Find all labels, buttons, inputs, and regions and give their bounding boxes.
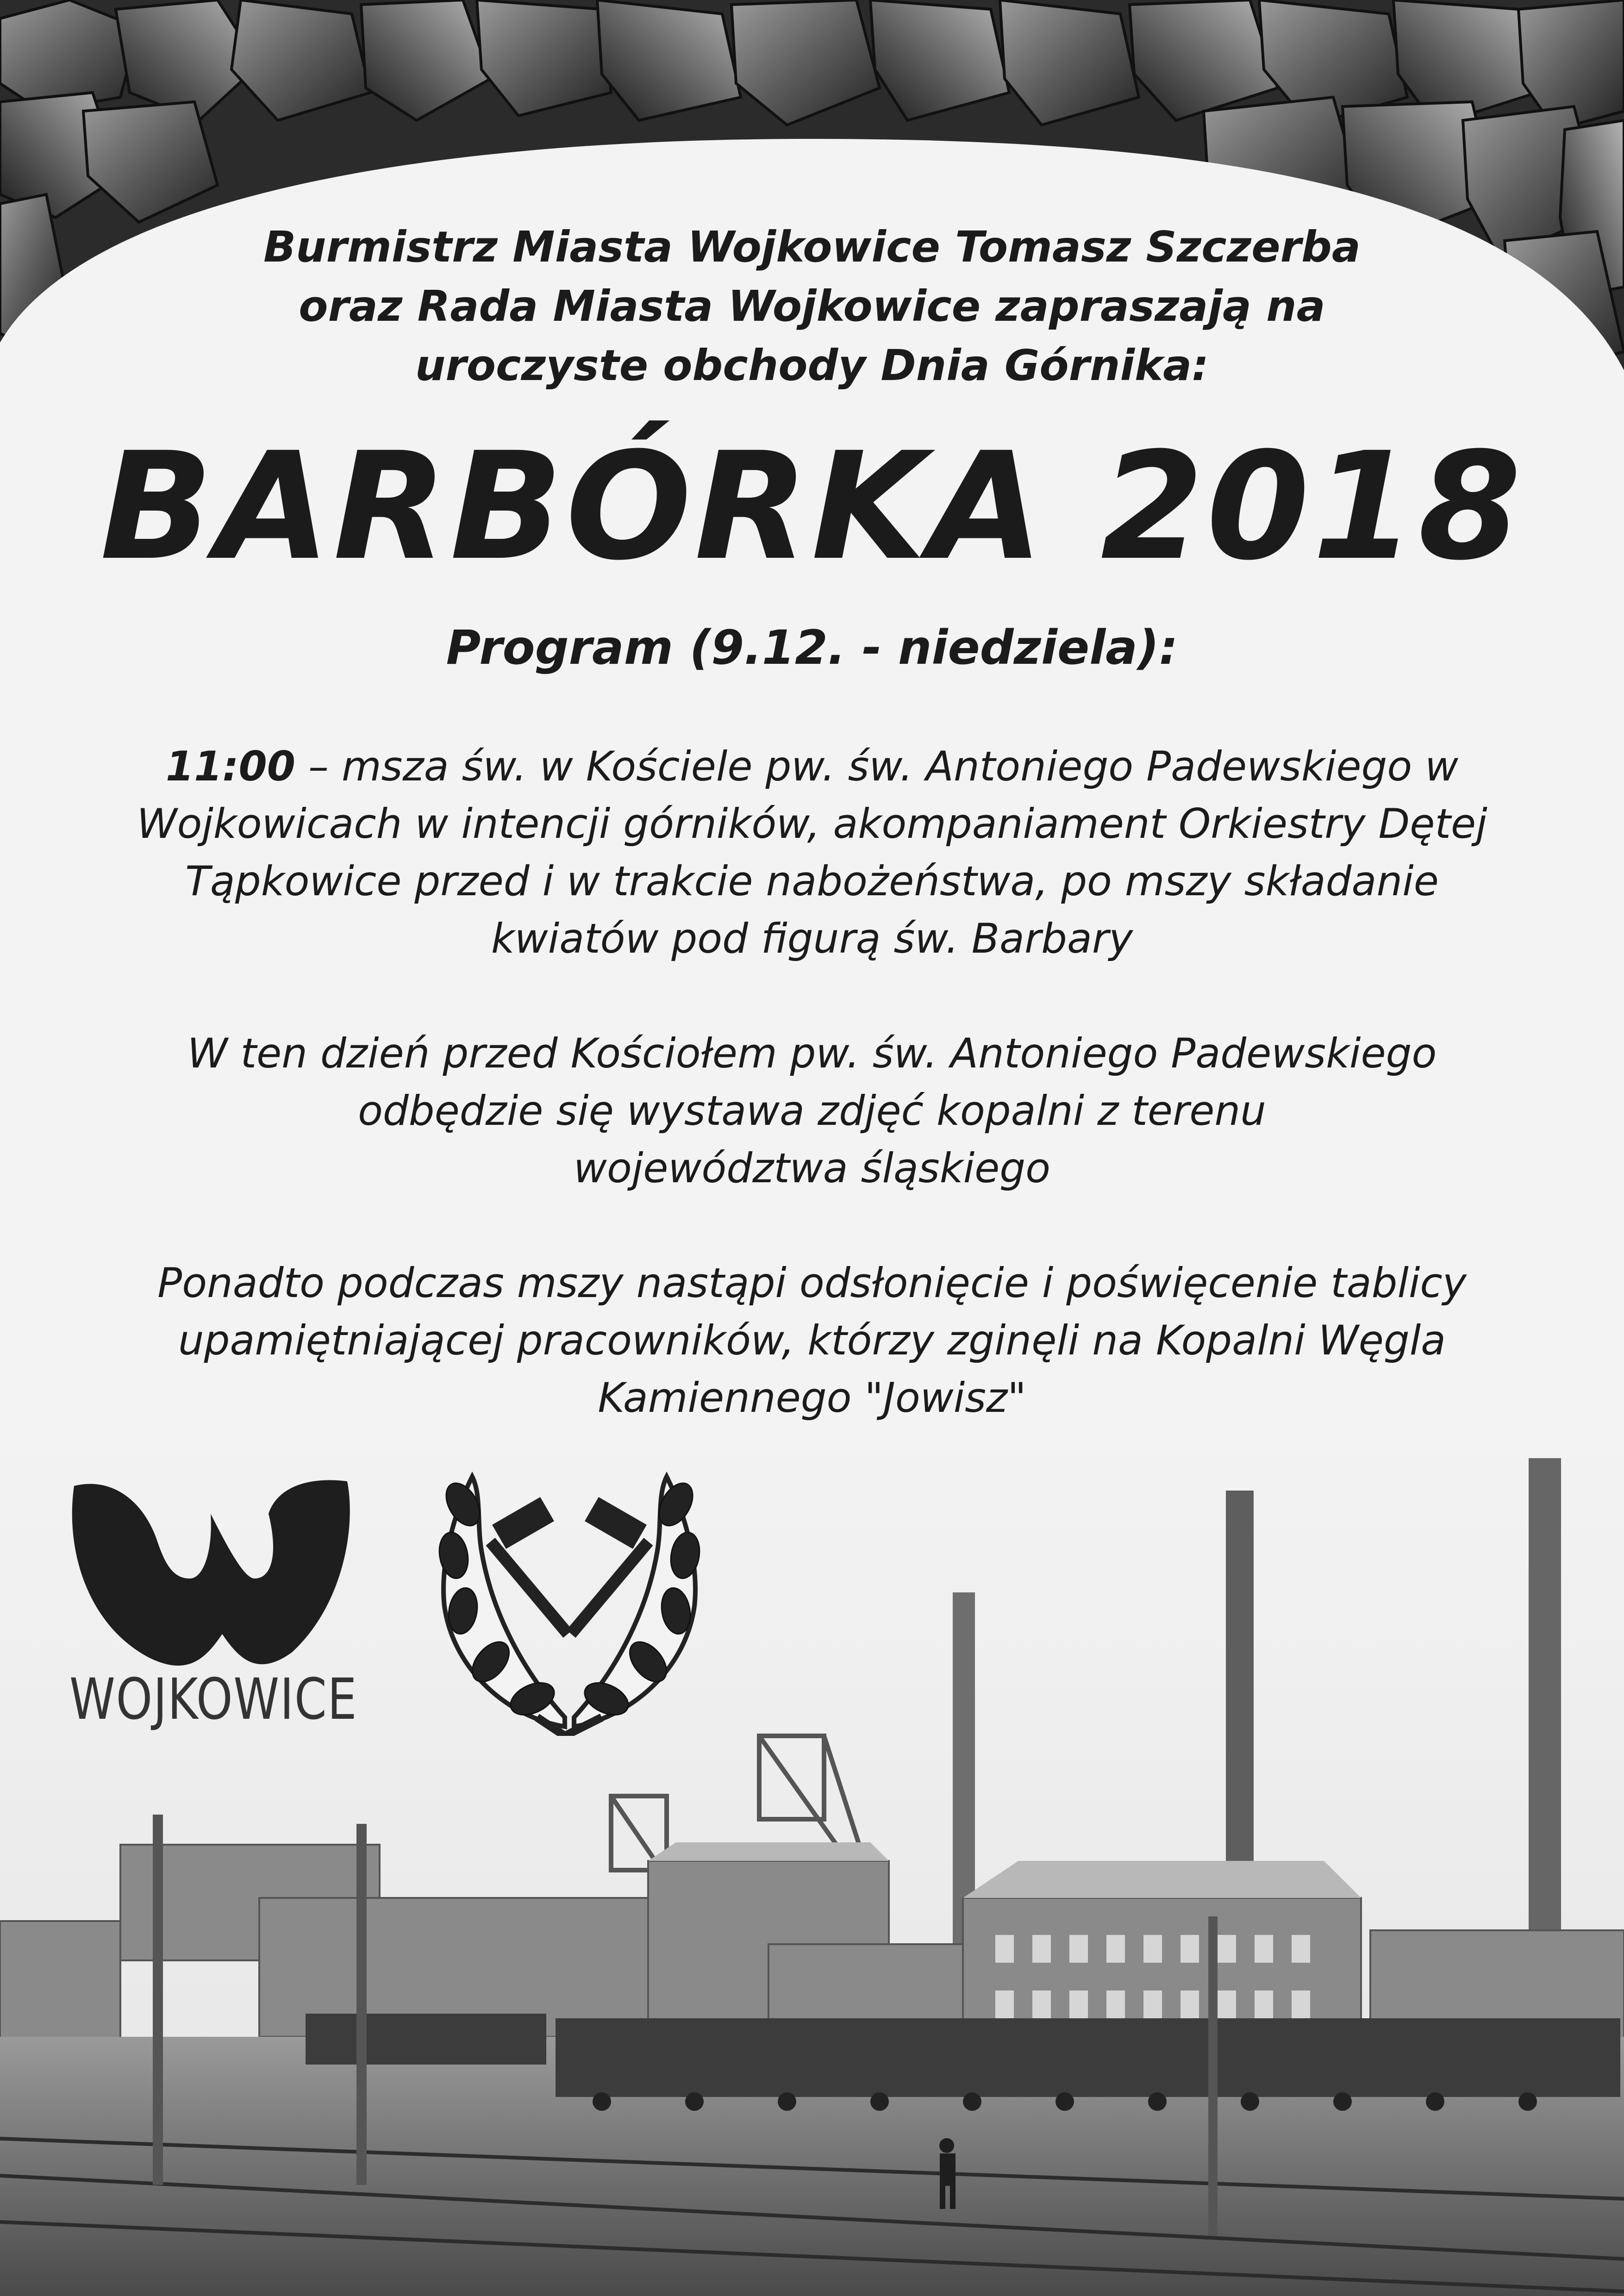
event-title: BARBÓRKA 2018 — [100, 421, 1524, 593]
mass-line-1 — [28, 738, 1596, 795]
mass-line-1-text: – msza św. w Kościele pw. św. Antoniego Padewskiego w — [295, 742, 1459, 790]
mass-line-4: kwiatów pod figurą św. Barbary — [491, 915, 1133, 962]
program-heading: Program (9.12. - niedziela): — [446, 620, 1178, 675]
invitation-line-2: oraz Rada Miasta Wojkowice zapraszają na — [299, 281, 1325, 331]
mass-description — [28, 738, 1596, 967]
invitation-text — [0, 218, 1624, 395]
plaque-description — [28, 1254, 1596, 1427]
mass-line-2: Wojkowicach w intencji górników, akompaniament Orkiestry Dętej — [137, 800, 1487, 848]
exhibition-line-3: województwa śląskiego — [574, 1144, 1050, 1192]
hammer-and-pick-wreath-icon — [426, 1458, 713, 1736]
mass-line-3: Tąpkowice przed i w trakcie nabożeństwa, po mszy składanie — [185, 857, 1439, 905]
mass-time: 11:00 — [165, 742, 295, 790]
exhibition-line-2: odbędzie się wystawa zdjęć kopalni z terenu — [358, 1087, 1266, 1135]
city-logo-text: WOJKOWICE — [69, 1666, 358, 1732]
plaque-line-2: upamiętniającej pracowników, którzy zginęli na Kopalni Węgla — [178, 1316, 1446, 1364]
invitation-line-1: Burmistrz Miasta Wojkowice Tomasz Szczerba — [263, 222, 1361, 272]
exhibition-line-1: W ten dzień przed Kościołem pw. św. Antoniego Padewskiego — [187, 1029, 1437, 1077]
exhibition-description — [28, 1025, 1596, 1197]
invitation-line-3: uroczyste obchody Dnia Górnika: — [415, 341, 1209, 390]
plaque-line-1: Ponadto podczas mszy nastąpi odsłonięcie i poświęcenie tablicy — [157, 1259, 1467, 1307]
plaque-line-3: Kamiennego "Jowisz" — [598, 1374, 1026, 1422]
